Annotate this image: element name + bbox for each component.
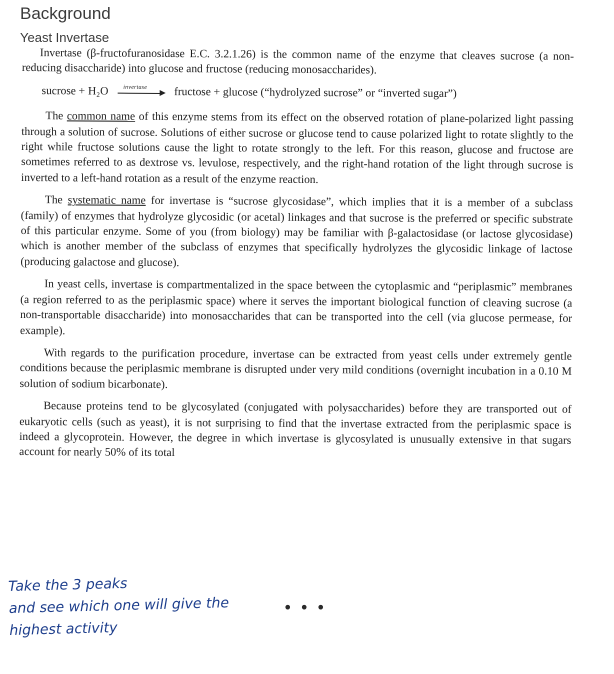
text-run: for invertase is “sucrose glycosidase”, which implies that it is a member of a subclass (family) of enzymes that hydrolyze glycosidic (or acetal) linkages and that sucrose is the preferred or specific substrate of this particular enzyme. Some of you (from biology) may be familiar with β-galactosidase (or lactose glycosidase) which is another member of the subclass of enzymes that specifically hydrolyzes the glycosidic linkage of lactose (producing galactose and glucose).	[20, 195, 573, 269]
page-title: Background	[20, 4, 111, 23]
document-body	[19, 46, 574, 472]
handwritten-note	[8, 568, 310, 642]
handwritten-line-2: and see which one will give the	[8, 595, 230, 617]
handwritten-line-3: highest activity	[9, 620, 118, 639]
reaction-equation	[42, 84, 574, 103]
arrow-label: invertase	[123, 84, 148, 92]
paragraph-systematic-name	[20, 193, 573, 274]
equation-products: fructose + glucose (“hydrolyzed sucrose” or “inverted sugar”)	[174, 85, 457, 100]
reaction-arrow-icon	[117, 84, 165, 97]
text-run: The	[45, 110, 67, 123]
text-run: The	[44, 194, 68, 207]
paragraph-invertase-definition: Invertase (β-fructofuranosidase E.C. 3.2.1.26) is the common name of the enzyme that cleaves sucrose (a non-reducing disaccharide) into glucose and fructose (reducing monosaccharides).	[21, 47, 574, 77]
text-run: of this enzyme stems from its effect on the observed rotation of plane-polarized light passing through a solution of sucrose. Solutions of either sucrose or glucose tend to cause polarized light to rotate slightly to the right while fructose solutions cause the light to rotate strongly to the left. For this reason, glucose and fructose are sometimes referred to as dextrose vs. levulose, respectively, and the right-hand rotation of the light through sucrose is inverted to a left-hand rotation as a result of the enzyme reaction.	[21, 111, 574, 186]
paragraph-common-name	[21, 109, 574, 190]
page-subtitle: Yeast Invertase	[20, 30, 110, 45]
underlined-term-common-name: common name	[66, 110, 136, 124]
ellipsis-dots: • • •	[283, 598, 327, 617]
underlined-term-systematic-name: systematic name	[67, 194, 146, 208]
handwritten-line-1: Take the 3 peaks	[8, 575, 128, 595]
paragraph-yeast-cells: In yeast cells, invertase is compartmentalized in the space between the cytoplasmic and “periplasmic” membranes (a region referred to as the periplasmic space) where it serves the important biological function of cleaving sucrose (a non-transportable disaccharide) into monosaccharides that can be transported into the cell (via glucose permease, for example).	[19, 278, 573, 337]
paragraph-glycosylation: Because proteins tend to be glycosylated (conjugated with polysaccharides) before they are transported out of eukaryotic cells (such as yeast), it is not surprising to find that the invertase extracted from the periplasmic space is indeed a glycoprotein. However, the degree in which invertase is glycosylated is unusually extensive in that sugars account for nearly 50% of its total	[19, 400, 572, 460]
equation-reactants: sucrose + H₂O	[41, 84, 109, 98]
paragraph-purification: With regards to the purification procedure, invertase can be extracted from yeast cells under extremely gentle conditions because the periplasmic membrane is disrupted under very mild conditions (overnight incubation in a 0.10 M solution of sodium bicarbonate).	[19, 347, 572, 391]
